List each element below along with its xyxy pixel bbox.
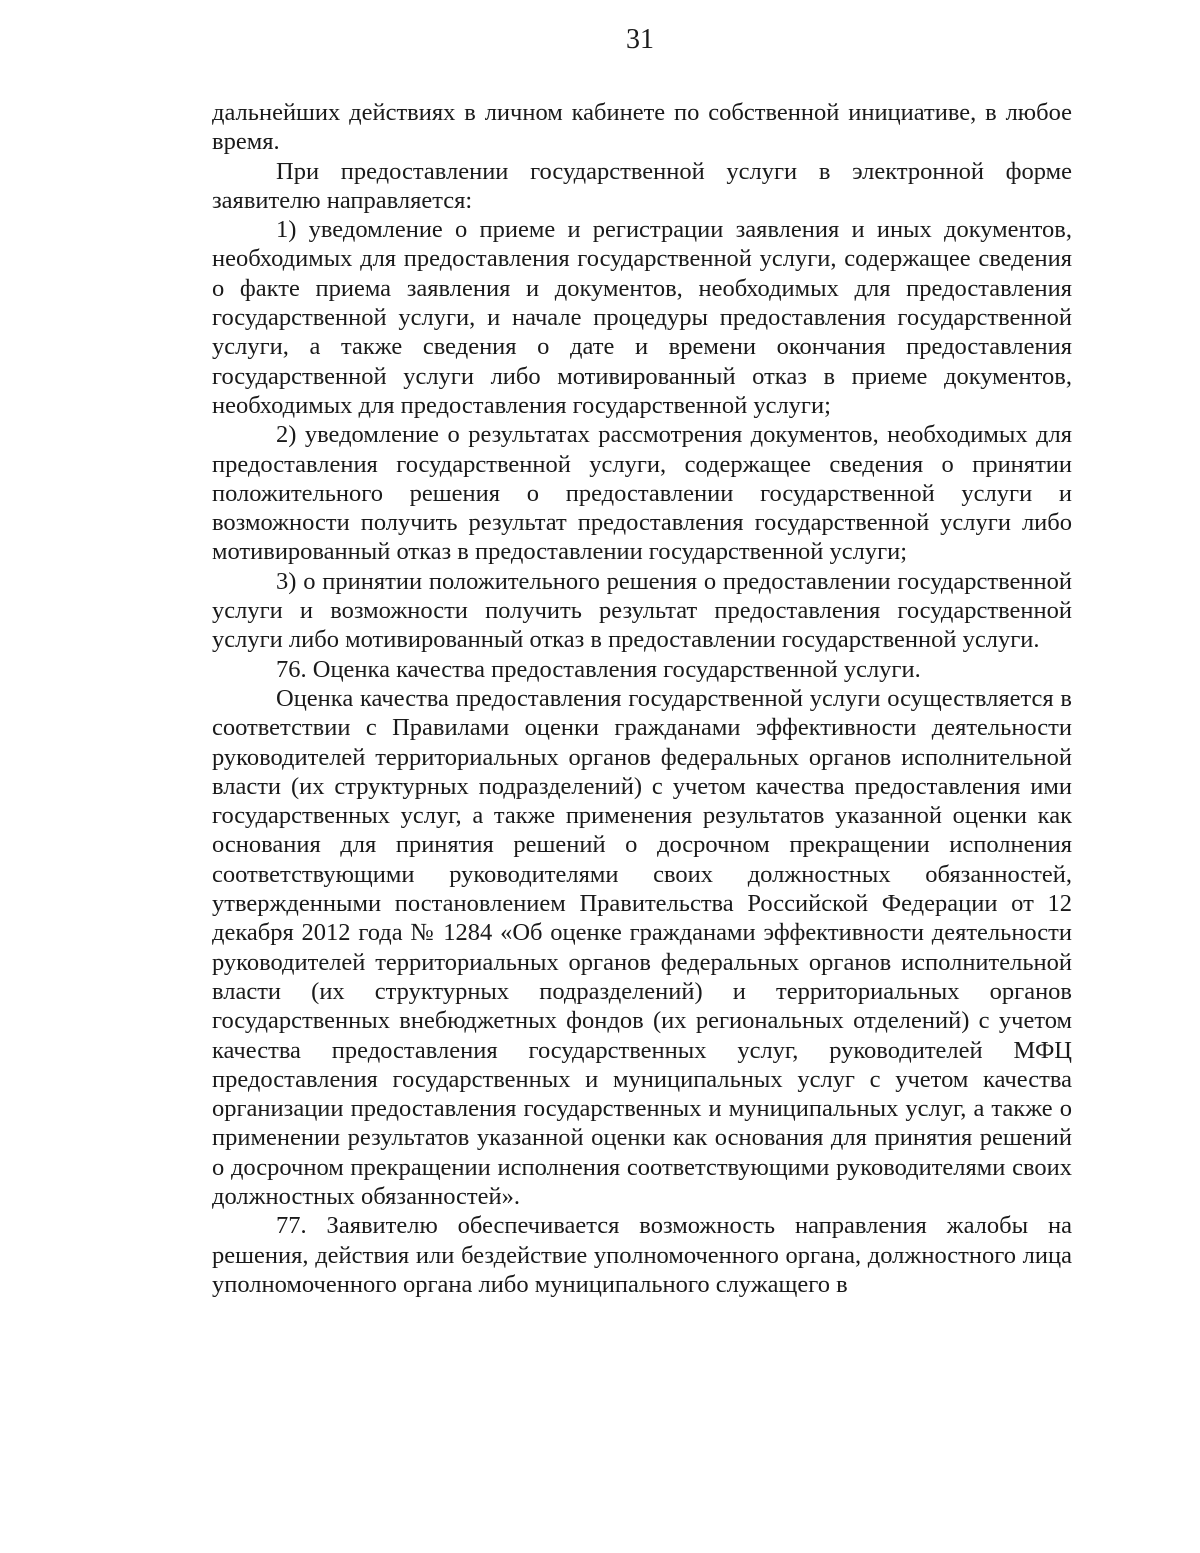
paragraph-electronic-form-intro: При предоставлении государственной услуги в электронной форме заявителю направляется: <box>212 157 1072 214</box>
paragraph-item-2: 2) уведомление о результатах рассмотрения документов, необходимых для предоставления государственной услуги, содержащее сведения о принятии положительного решения о предоставлении государственной услуги и возможности получить результат предоставления государственной услуги либо мотивированный отказ в предоставлении государственной услуги; <box>212 421 1072 566</box>
paragraph-section-76-heading: 76. Оценка качества предоставления государственной услуги. <box>276 655 921 683</box>
paragraph-section-77: 77. Заявителю обеспечивается возможность направления жалобы на решения, действия или бездействие уполномоченного органа, должностного лица уполномоченного органа либо муниципального служащего в <box>212 1212 1072 1298</box>
paragraph-item-1: 1) уведомление о приеме и регистрации заявления и иных документов, необходимых для предоставления государственной услуги, содержащее сведения о факте приема заявления и документов, необходимых для предоставления государственной услуги, и начале процедуры предоставления государственной услуги, а также сведения о дате и времени окончания предоставления государственной услуги либо мотивированный отказ в приеме документов, необходимых для предоставления государственной услуги; <box>212 216 1072 419</box>
page-number: 31 <box>626 24 654 55</box>
document-body <box>212 98 1072 1299</box>
paragraph-quality-assessment: Оценка качества предоставления государственной услуги осуществляется в соответствии с Правилами оценки гражданами эффективности деятельности руководителей территориальных органов федеральных органов исполнительной власти (их структурных подразделений) с учетом качества предоставления ими государственных услуг, а также применения результатов указанной оценки как основания для принятия решений о досрочном прекращении исполнения соответствующими руководителями своих должностных обязанностей, утвержденными постановлением Правительства Российской Федерации от 12 декабря 2012 года № 1284 «Об оценке гражданами эффективности деятельности руководителей территориальных органов федеральных органов исполнительной власти (их структурных подразделений) и территориальных органов государственных внебюджетных фондов (их региональных отделений) с учетом качества предоставления государственных услуг, руководителей МФЦ предоставления государственных и муниципальных услуг с учетом качества организации предоставления государственных и муниципальных услуг, а также о применении результатов указанной оценки как основания для принятия решений о досрочном прекращении исполнения соответствующими руководителями своих должностных обязанностей». <box>212 684 1072 1210</box>
paragraph-item-3: 3) о принятии положительного решения о предоставлении государственной услуги и возможности получить результат предоставления государственной услуги либо мотивированный отказ в предоставлении государственной услуги. <box>212 567 1072 654</box>
paragraph-continuation: дальнейших действиях в личном кабинете по собственной инициативе, в любое время. <box>212 99 1072 156</box>
